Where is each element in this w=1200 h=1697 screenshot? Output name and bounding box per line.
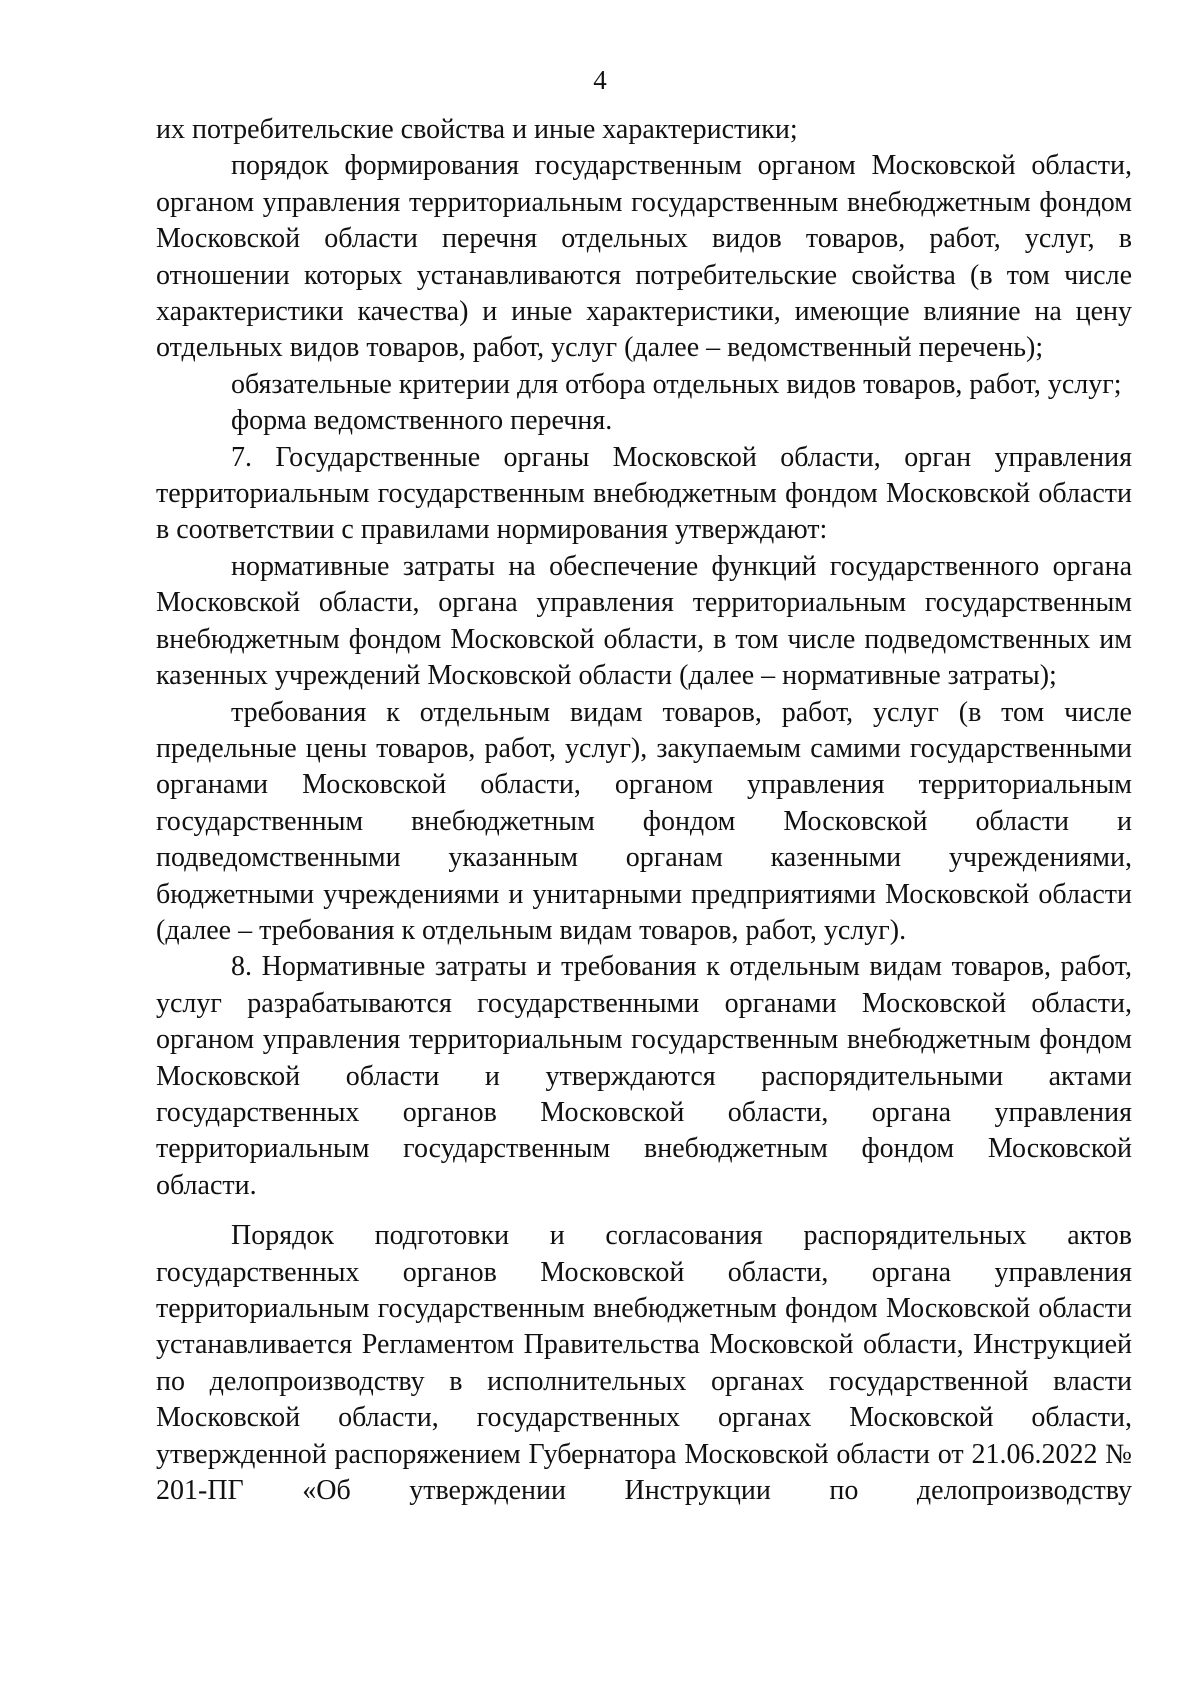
paragraph: Порядок подготовки и согласования распорядительных актов государственных органов Московской области, органа управления территориальным государственным внебюджетным фондом Московской области устанавливается Регламентом Правительства Московской области, Инструкцией по делопроизводству в исполнительных органах государственной власти Московской области, государственных органах Московской области, утвержденной распоряжением Губернатора Московской области от 21.06.2022 № 201-ПГ «Об утверждении Инструкции по делопроизводству	[156, 1220, 1132, 1507]
page-number: 4	[593, 65, 607, 95]
document-body	[156, 112, 1132, 1509]
paragraph-item-7: 7. Государственные органы Московской области, орган управления территориальным государственным внебюджетным фондом Московской области в соответствии с правилами нормирования утверждают:	[156, 441, 1132, 546]
paragraph: порядок формирования государственным органом Московской области, органом управления территориальным государственным внебюджетным фондом Московской области перечня отдельных видов товаров, работ, услуг, в отношении которых устанавливаются потребительские свойства (в том числе характеристики качества) и иные характеристики, имеющие влияние на цену отдельных видов товаров, работ, услуг (далее – ведомственный перечень);	[156, 150, 1132, 364]
paragraph: обязательные критерии для отбора отдельных видов товаров, работ, услуг;	[231, 368, 1122, 400]
paragraph: требования к отдельным видам товаров, работ, услуг (в том числе предельные цены товаров, работ, услуг), закупаемым самими государственными органами Московской области, органом управления территориальным государственным внебюджетным фондом Московской области и подведомственными указанным органам казенными учреждениями, бюджетными учреждениями и унитарными предприятиями Московской области (далее – требования к отдельным видам товаров, работ, услуг).	[156, 696, 1132, 946]
paragraph-continuation: их потребительские свойства и иные характеристики;	[156, 114, 798, 145]
paragraph: нормативные затраты на обеспечение функций государственного органа Московской области, органа управления территориальным государственным внебюджетным фондом Московской области, в том числе подведомственных им казенных учреждений Московской области (далее – нормативные затраты);	[156, 550, 1132, 692]
paragraph-item-8: 8. Нормативные затраты и требования к отдельным видам товаров, работ, услуг разрабатываются государственными органами Московской области, органом управления территориальным государственным внебюджетным фондом Московской области и утверждаются распорядительными актами государственных органов Московской области, органа управления территориальным государственным внебюджетным фондом Московской области.	[156, 951, 1132, 1201]
paragraph: форма ведомственного перечня.	[231, 405, 613, 437]
